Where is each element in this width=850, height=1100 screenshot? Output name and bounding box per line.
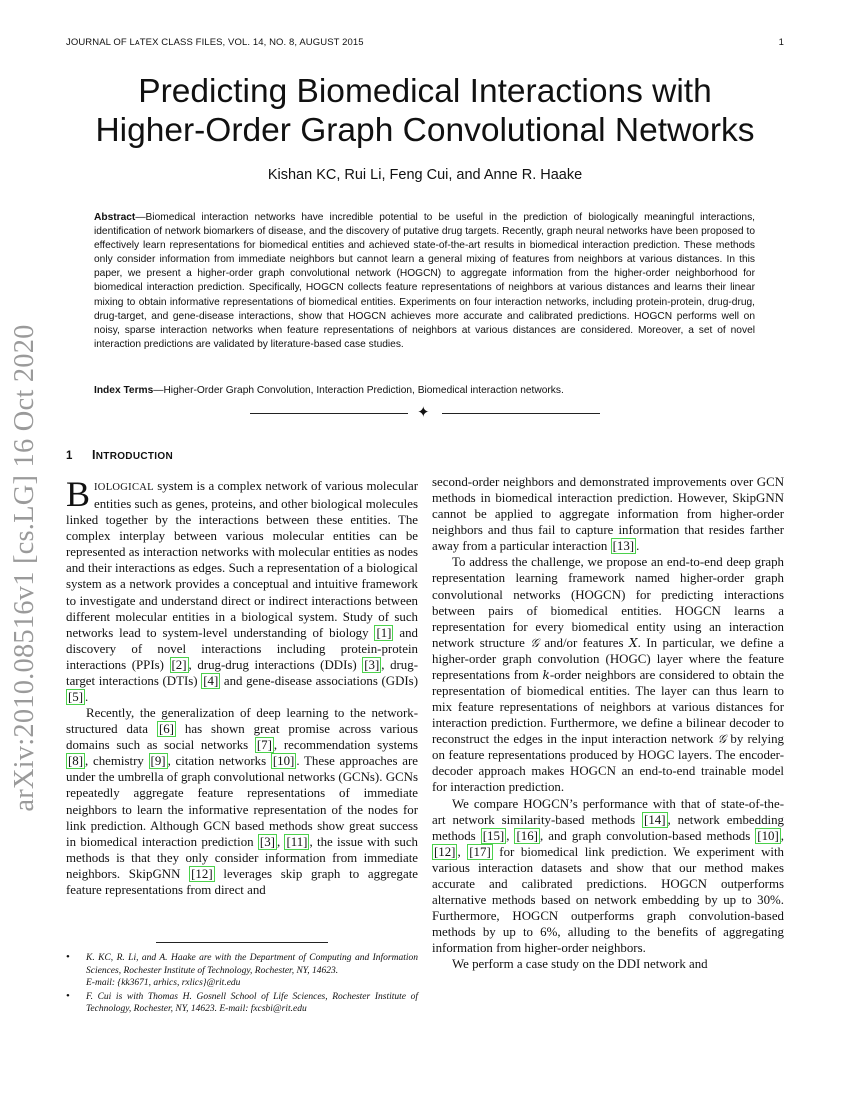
- math-symbol: 𝒢: [530, 635, 539, 650]
- citation-link[interactable]: [16]: [516, 828, 538, 843]
- body-text: , drug-drug interactions (DDIs): [188, 657, 363, 672]
- citation-link[interactable]: [5]: [68, 690, 84, 705]
- index-terms: [94, 384, 755, 398]
- citation-link[interactable]: [15]: [482, 828, 505, 843]
- separator-line-right: [442, 413, 600, 414]
- footnote-text: K. KC, R. Li, and A. Haake are with the Department of Computing and Information Sciences, Rochester Institute of Technology, Rochester, NY, 14623.: [86, 953, 418, 976]
- citation-link[interactable]: [10]: [272, 754, 295, 769]
- footnote-affiliation-2: [66, 991, 418, 1016]
- footnote-email: E-mail: {kk3671, arhics, rxlics}@rit.edu: [86, 978, 241, 989]
- citation-link[interactable]: [12]: [191, 866, 213, 881]
- citation-link[interactable]: [13]: [612, 539, 635, 554]
- footnote-rule: [156, 942, 328, 943]
- bullet-icon: •: [66, 989, 70, 1002]
- intro-paragraph-2: [66, 705, 418, 898]
- math-symbol: 𝒢: [717, 732, 727, 747]
- right-column: [432, 474, 784, 972]
- citation-link[interactable]: [2]: [171, 657, 187, 672]
- body-text: , citation networks: [167, 754, 271, 769]
- body-text: for biomedical link prediction. We experiment with various interaction datasets and show that our method makes accurate and calibrated predictions. HOGCN outperforms alternative methods based on network embedding by up to 30%. Furthermore, HOGCN outperforms graph convolution-based methods by up to 6%, alluding to the benefits of aggregating information from higher-order neighbors.: [432, 844, 784, 956]
- section-separator: [250, 405, 600, 425]
- arxiv-stamp: arXiv:2010.08516v1 [cs.LG] 16 Oct 2020: [9, 324, 40, 812]
- journal-name: JOURNAL OF LᴀTEX CLASS FILES, VOL. 14, NO. 8, AUGUST 2015: [66, 37, 364, 48]
- body-text: .: [85, 690, 89, 705]
- intro-paragraph-4: [432, 554, 784, 795]
- intro-paragraph-6: [432, 956, 784, 972]
- body-text: To address the challenge, we propose an end-to-end deep graph representation learning framework named higher-order graph convolutional networks (HOGCN) for predicting interactions between pairs of biomedical entities. HOGCN learns a representation for every biomedical entity using an interaction network structure: [432, 555, 784, 650]
- citation-link[interactable]: [9]: [150, 754, 166, 769]
- body-text: , and graph convolution-based methods: [539, 828, 756, 843]
- drop-cap: B: [66, 474, 91, 514]
- abstract-label: Abstract: [94, 212, 136, 223]
- title-line-1: Predicting Biomedical Interactions with: [138, 73, 712, 110]
- citation-link[interactable]: [3]: [364, 657, 380, 672]
- citation-link[interactable]: [14]: [644, 812, 666, 827]
- body-text: Recently, the generalization of deep learning to the network-structured data: [66, 706, 418, 737]
- body-text: , chemistry: [85, 754, 149, 769]
- citation-link[interactable]: [6]: [158, 722, 174, 737]
- body-text: , the issue with such methods is that they only consider information from immediate neighbors. SkipGNN: [66, 834, 418, 881]
- intro-paragraph-1: [66, 474, 418, 705]
- body-text: ,: [506, 828, 515, 843]
- citation-link[interactable]: [7]: [256, 738, 272, 753]
- intro-paragraph-5: [432, 796, 784, 957]
- separator-line-left: [250, 413, 408, 414]
- intro-paragraph-3: [432, 474, 784, 554]
- body-text: ,: [780, 828, 784, 843]
- separator-star-icon: ✦: [417, 405, 430, 421]
- abstract: [94, 211, 755, 352]
- body-text: ,: [457, 844, 468, 859]
- citation-link[interactable]: [8]: [68, 754, 84, 769]
- body-text: , recommendation systems: [273, 738, 418, 753]
- body-text: .: [636, 539, 640, 554]
- citation-link[interactable]: [10]: [757, 828, 779, 843]
- citation-link[interactable]: [11]: [286, 834, 308, 849]
- index-terms-text: —Higher-Order Graph Convolution, Interaction Prediction, Biomedical interaction networks.: [153, 385, 564, 396]
- body-text: by relying on feature representations produced by HOGC layers. The encoder-decoder approach makes HOGCN an end-to-end trainable model for interaction prediction.: [432, 732, 784, 795]
- index-terms-label: Index Terms: [94, 385, 154, 396]
- body-text: has shown great promise across various domains such as social networks: [66, 722, 418, 753]
- citation-link[interactable]: [1]: [376, 625, 392, 640]
- body-text: , drug-target interactions (DTIs): [66, 657, 418, 688]
- title-line-2: Higher-Order Graph Convolutional Networks: [95, 112, 755, 149]
- body-text: We compare HOGCN’s performance with that of state-of-the-art network similarity-based methods: [432, 796, 784, 827]
- math-symbol: k: [542, 667, 550, 682]
- paper-title: [60, 72, 790, 150]
- citation-link[interactable]: [3]: [259, 834, 275, 849]
- body-text: and gene-disease associations (GDIs): [220, 673, 418, 688]
- page-number: 1: [778, 37, 784, 48]
- body-text: . In particular, we define a higher-order graph convolution (HOGC) layer where the feature representations from: [432, 635, 784, 682]
- body-text: and/or features: [538, 635, 630, 650]
- footnote-text: F. Cui is with Thomas H. Gosnell School of Life Sciences, Rochester Institute of Technology, Rochester, NY, 14623. E-mail: fxcsbi@rit.edu: [86, 991, 418, 1015]
- footnote-affiliation-1: [66, 952, 418, 990]
- citation-link[interactable]: [12]: [434, 844, 456, 859]
- body-text: , network embedding methods: [432, 812, 785, 843]
- body-text: system is a complex network of various molecular entities such as genes, proteins, and other biological molecules linked together by the interactions between these entities. The complex interplay between various molecular entities can be represented as interaction networks with molecular entities as nodes and their interactions as edges. Such a representation of a biological system as a network provides a conceptual and intuitive framework to investigate and understand direct or indirect interactions between different molecular entities in a biological system. Study of such networks lead to system-level understanding of biology: [66, 479, 418, 640]
- section-number: 1: [66, 450, 73, 462]
- math-symbol: X: [629, 635, 638, 650]
- section-heading-introduction: [66, 448, 173, 462]
- body-text: . These approaches are under the umbrella of graph convolutional networks (GCNs). GCNs repeatedly aggregate feature representations of immediate neighbors to learn the informative representation of the nodes for link prediction. Although GCN based methods show great success in biomedical interaction prediction: [66, 754, 418, 849]
- bullet-icon: •: [66, 951, 70, 963]
- section-title-initial: I: [92, 448, 96, 462]
- lead-in-small-caps: IOLOGICAL: [94, 482, 154, 493]
- arxiv-stamp-container: [0, 290, 50, 846]
- body-text: leverages skip graph to aggregate feature representations from direct and: [66, 866, 419, 897]
- left-column: [66, 474, 419, 898]
- abstract-text: —Biomedical interaction networks have incredible potential to be useful in the prediction of biologically meaningful interactions, identification of network biomarkers of disease, and the discovery of putative drug targets. Recently, graph neural networks have been proposed to effectively learn representations for biomedical entities and achieved state-of-the-art results in biomedical interaction prediction. These methods only consider information from immediate neighbors but cannot learn a general mixing of features from neighbors at various distances. In this paper, we present a higher-order graph convolutional network (HOGCN) to aggregate information from the higher-order neighborhood for biomedical interaction prediction. Specifically, HOGCN collects feature representations of neighbors at various distances and learns their linear mixing to obtain informative representations of biomedical entities. Experiments on four interaction networks, including protein-protein, drug-drug, drug-target, and gene-disease interactions, show that HOGCN achieves more accurate and calibrated predictions. HOGCN performs well on noisy, sparse interaction networks when feature representations of neighbors at various distances are considered. Moreover, a set of novel interaction predictions are validated by literature-based case studies.: [94, 212, 755, 350]
- citation-link[interactable]: [4]: [203, 673, 219, 688]
- body-text: second-order neighbors and demonstrated improvements over GCN methods in biomedical interaction prediction. However, SkipGNN cannot be applied to aggregate information from higher-order neighbors and thus fail to capture information that resides farther away from a particular interaction: [432, 475, 784, 554]
- running-header: [66, 37, 784, 51]
- footnotes: [66, 952, 418, 1017]
- body-text: ,: [276, 834, 285, 849]
- body-text: and discovery of novel interactions including protein-protein interactions (PPIs): [66, 625, 418, 672]
- authors: Kishan KC, Rui Li, Feng Cui, and Anne R. Haake: [267, 167, 583, 183]
- body-text: -order neighbors are considered to obtain the representation of biomedical entities. The layer can thus learn to mix feature representations of neighbors at various distances for interaction prediction. Furthermore, we define a bilinear decoder to reconstruct the edges in the input interaction network: [432, 667, 784, 747]
- citation-link[interactable]: [17]: [469, 844, 491, 859]
- body-text: We perform a case study on the DDI network and: [452, 957, 708, 972]
- section-title-rest: NTRODUCTION: [95, 451, 173, 462]
